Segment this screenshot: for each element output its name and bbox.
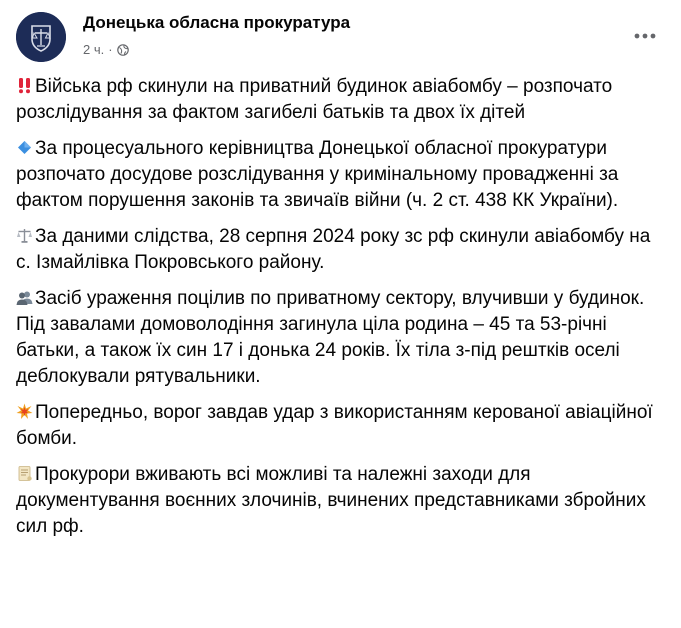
more-icon <box>633 32 657 40</box>
post-header <box>16 12 665 64</box>
page-name-link[interactable]: Донецька обласна прокуратура <box>83 13 351 32</box>
meta-separator: · <box>108 42 113 57</box>
post-body <box>16 74 667 550</box>
blue-diamond-emoji <box>16 138 33 155</box>
double-exclamation-emoji <box>16 76 33 93</box>
avatar[interactable] <box>16 12 66 62</box>
collision-emoji <box>16 402 33 419</box>
more-options-button[interactable] <box>627 18 663 54</box>
post-paragraph-3: За даними слідства, 28 серпня 2024 року зс рф скинули авіабомбу на с. Ізмайлівка Покровського району. <box>16 226 651 273</box>
post-meta <box>83 42 129 57</box>
post-paragraph-4: Засіб ураження поцілив по приватному сектору, влучивши у будинок. Під завалами домоволодіння загинула ціла родина – 45 та 53-річні батьки, а також їх син 17 і донька 24 років. Їх тіла з-під рештків оселі деблокували рятувальники. <box>16 288 645 387</box>
globe-icon[interactable] <box>117 44 129 56</box>
post-paragraph-5: Попередньо, ворог завдав удар з використанням керованої авіаційної бомби. <box>16 402 653 449</box>
post-time[interactable]: 2 ч. <box>83 42 105 57</box>
scroll-emoji <box>16 464 33 481</box>
prosecutor-emblem-icon <box>16 12 66 62</box>
post-paragraph-1: Війська рф скинули на приватний будинок авіабомбу – розпочато розслідування за фактом загибелі батьків та двох їх дітей <box>16 76 613 123</box>
post-paragraph-6: Прокурори вживають всі можливі та належні заходи для документування воєнних злочинів, вчинених представниками збройних сил рф. <box>16 464 646 537</box>
scales-emoji <box>16 226 33 243</box>
post-paragraph-2: За процесуального керівництва Донецької обласної прокуратури розпочато досудове розслідування у кримінальному провадженні за фактом порушення законів та звичаїв війни (ч. 2 ст. 438 КК України). <box>16 138 619 211</box>
silhouettes-emoji <box>16 288 33 305</box>
